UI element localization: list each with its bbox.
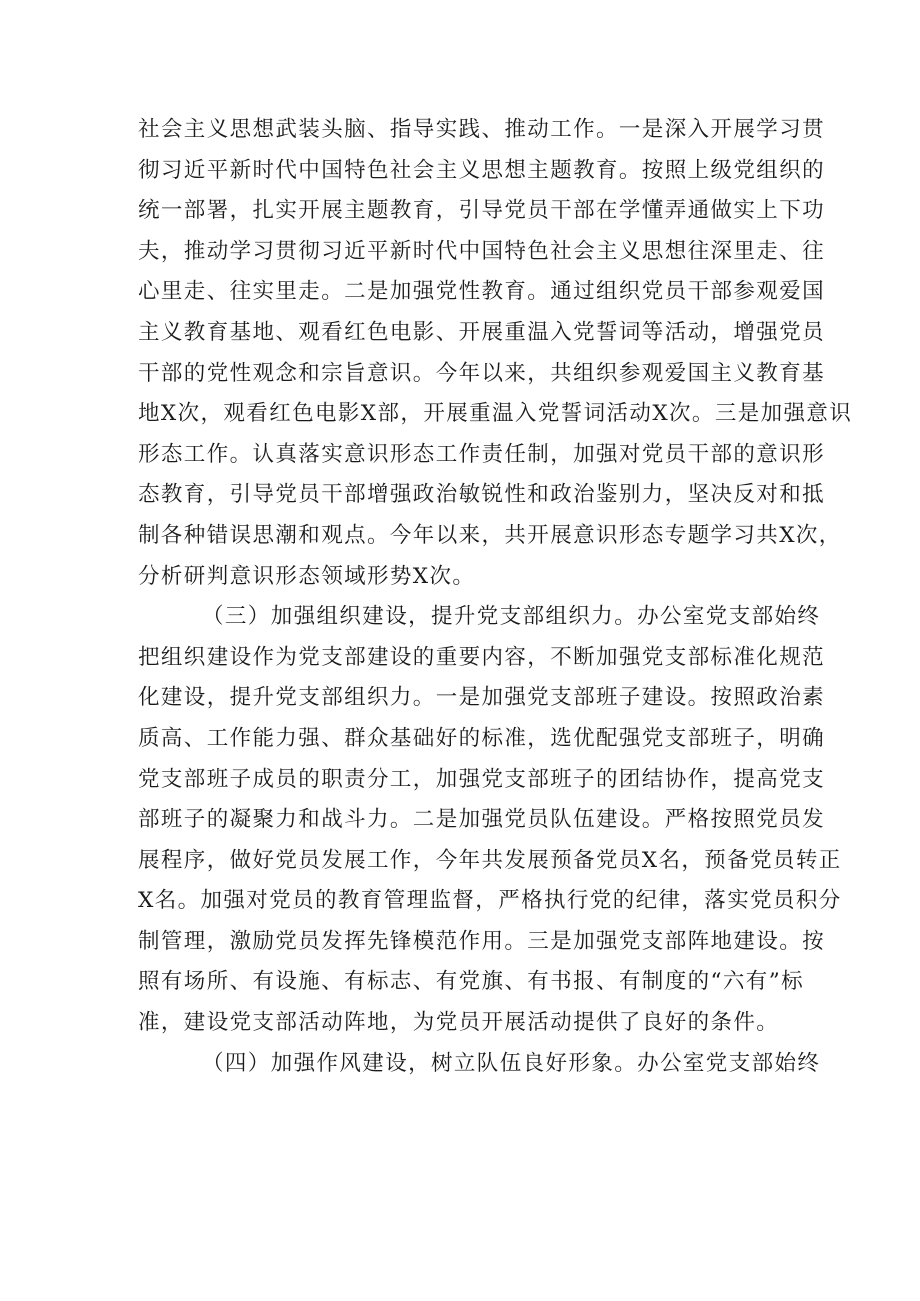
text-line: 地X次，观看红色电影X部，开展重温入党誓词活动X次。三是加强意识 [138, 401, 853, 427]
text-line: 分析研判意识形态领域形势X次。 [138, 563, 476, 589]
text-line: 态教育，引导党员干部增强政治敏锐性和政治鉴别力，坚决反对和抵 [138, 482, 826, 508]
text-line: 准，建设党支部活动阵地，为党员开展活动提供了良好的条件。 [138, 1010, 780, 1036]
text-line: 展程序，做好党员发展工作，今年共发展预备党员X名，预备党员转正 [138, 847, 842, 873]
text-line: 党支部班子成员的职责分工，加强党支部班子的团结协作，提高党支 [138, 766, 826, 792]
text-line: 彻习近平新时代中国特色社会主义思想主题教育。按照上级党组织的 [138, 157, 826, 183]
text-line: 统一部署，扎实开展主题教育，引导党员干部在学懂弄通做实上下功 [138, 198, 826, 224]
text-line: X名。加强对党员的教育管理监督，严格执行党的纪律，落实党员积分 [138, 888, 842, 914]
text-line: 制管理，激励党员发挥先锋模范作用。三是加强党支部阵地建设。按 [138, 928, 826, 954]
text-line: 主义教育基地、观看红色电影、开展重温入党誓词等活动，增强党员 [138, 319, 826, 345]
text-line: 把组织建设作为党支部建设的重要内容，不断加强党支部标准化规范 [138, 644, 826, 670]
text-line: 社会主义思想武装头脑、指导实践、推动工作。一是深入开展学习贯 [138, 117, 826, 142]
text-line: 制各种错误思潮和观点。今年以来，共开展意识形态专题学习共X次， [138, 522, 842, 548]
text-line: 化建设，提升党支部组织力。一是加强党支部班子建设。按照政治素 [138, 685, 826, 711]
text-line: 照有场所、有设施、有标志、有党旗、有书报、有制度的“六有”标 [138, 969, 804, 995]
text-line: 质高、工作能力强、群众基础好的标准，选优配强党支部班子，明确 [138, 725, 826, 751]
text-line: 形态工作。认真落实意识形态工作责任制，加强对党员干部的意识形 [138, 441, 826, 467]
section-heading-line: （三）加强组织建设，提升党支部组织力。办公室党支部始终 [202, 604, 821, 630]
section-heading-line: （四）加强作风建设，树立队伍良好形象。办公室党支部始终 [202, 1050, 821, 1076]
text-line: 夫，推动学习贯彻习近平新时代中国特色社会主义思想往深里走、往 [138, 238, 826, 264]
text-line: 心里走、往实里走。二是加强党性教育。通过组织党员干部参观爱国 [138, 279, 826, 305]
body-text [138, 110, 853, 1084]
text-line: 干部的党性观念和宗旨意识。今年以来，共组织参观爱国主义教育基 [138, 360, 826, 386]
text-line: 部班子的凝聚力和战斗力。二是加强党员队伍建设。严格按照党员发 [138, 807, 826, 833]
